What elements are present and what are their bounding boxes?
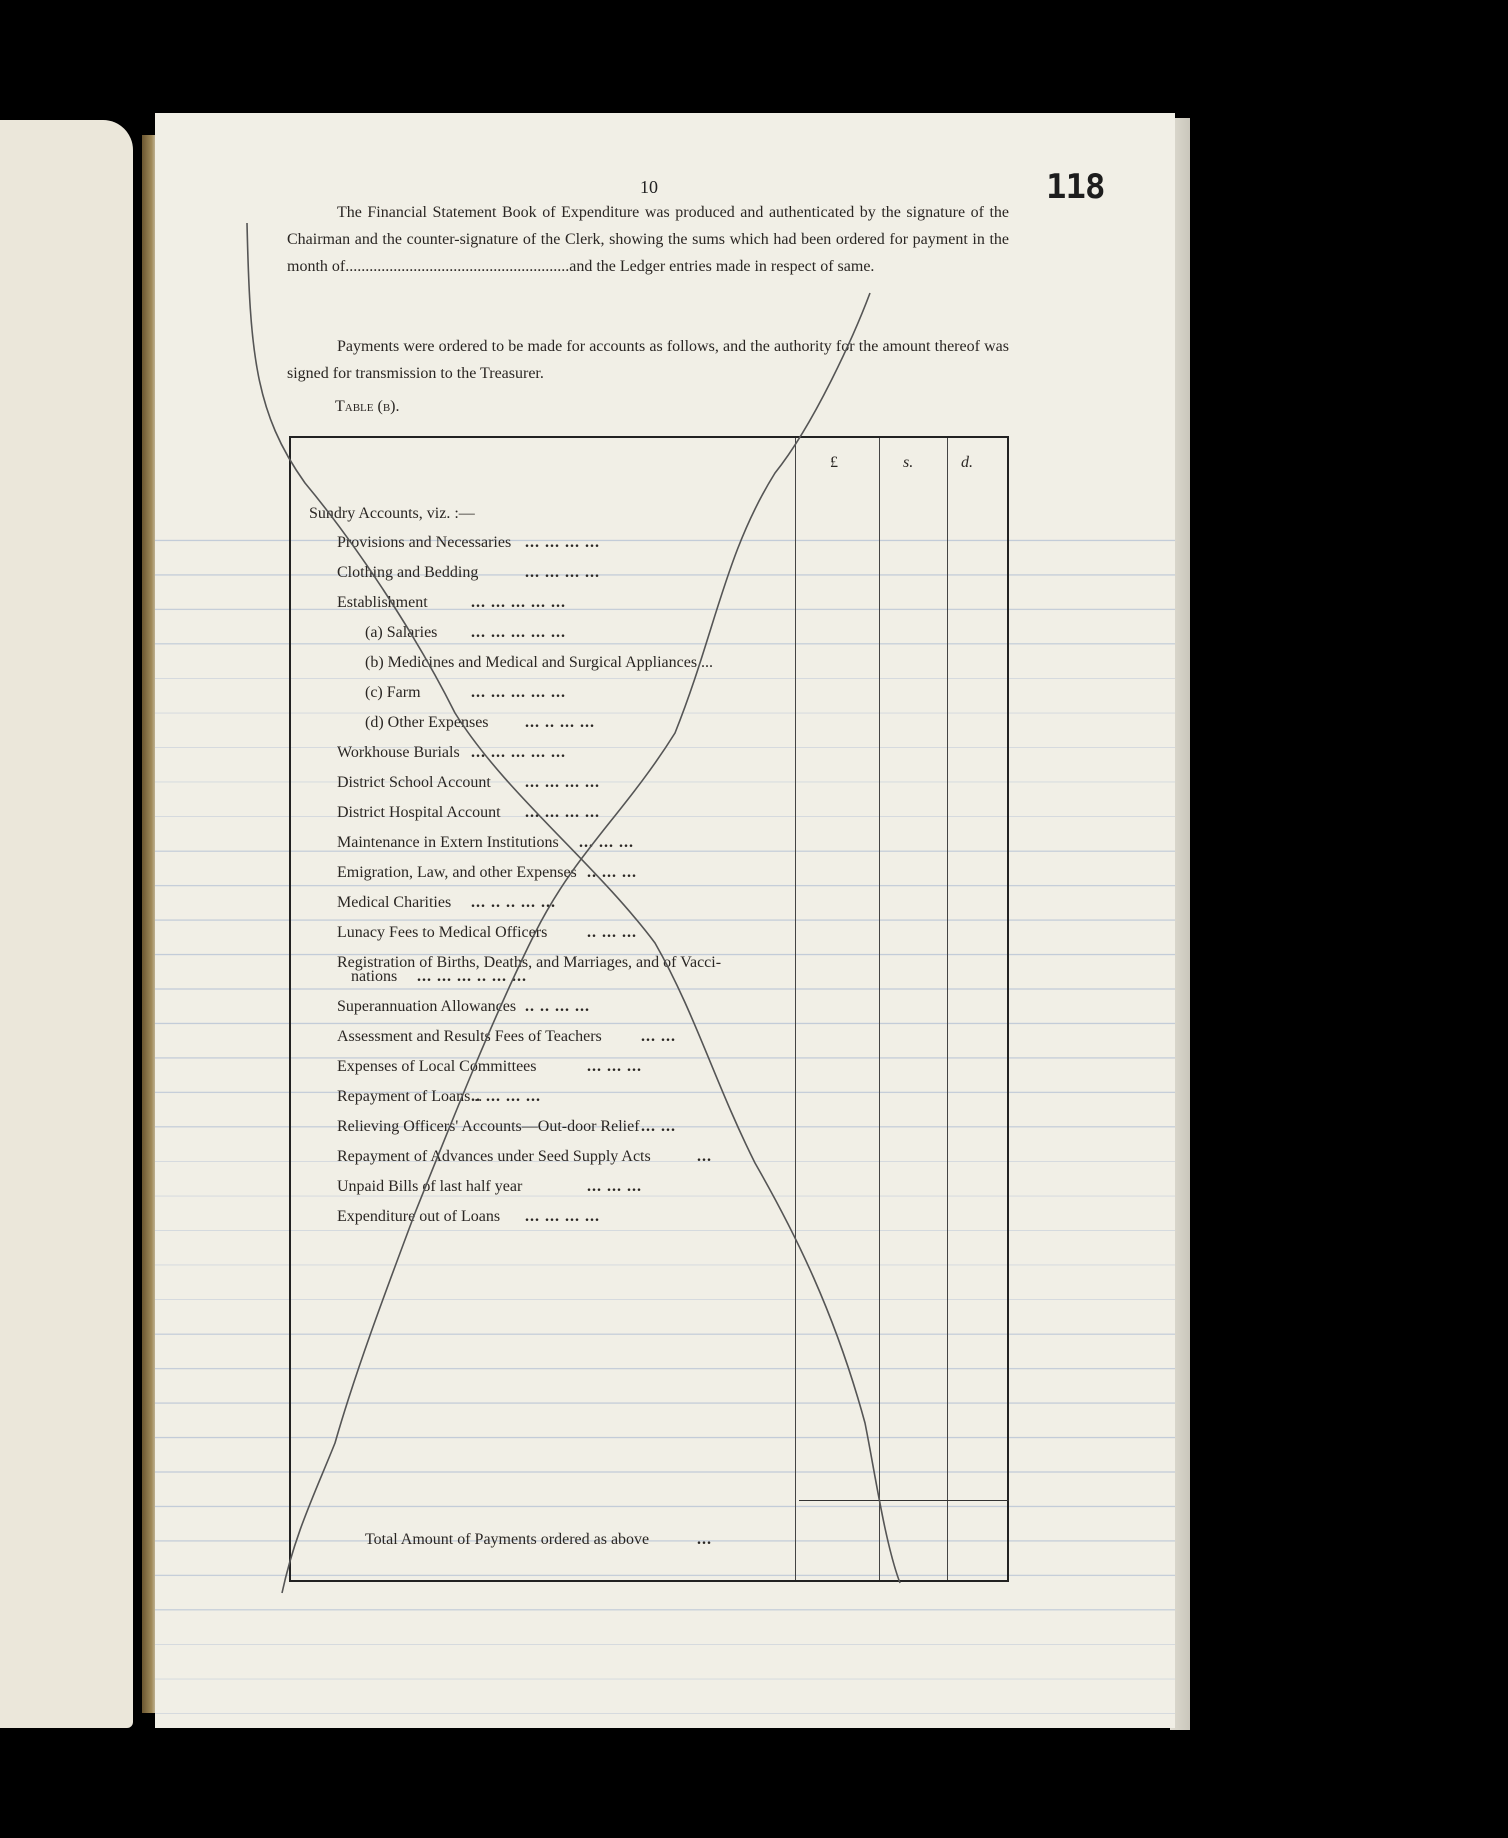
header-pence: d. (961, 454, 973, 471)
table-row-dots: ... ... (641, 1028, 676, 1045)
table-row-label: Maintenance in Extern Institutions (337, 834, 559, 851)
col-divider-pounds (795, 438, 796, 1580)
table-row-label: Repayment of Loans .. (337, 1088, 483, 1105)
table-row-label: Provisions and Necessaries (337, 534, 512, 551)
table-row-dots: .. .. ... ... (525, 998, 590, 1015)
paragraph-2-text: Payments were ordered to be made for accounts as follows, and the authority for the amount thereof was signed for transmission to the Treasurer. (287, 338, 1009, 382)
table-row-dots: ... ... ... ... (525, 804, 600, 821)
col-divider-shillings (879, 438, 880, 1580)
table-row-dots: ... ... ... ... ... (471, 744, 566, 761)
table-row-dots: .. ... ... (587, 924, 637, 941)
table-row-dots: ... ... ... (579, 834, 634, 851)
left-page (0, 120, 133, 1728)
table-row-label: Medical Charities (337, 894, 452, 911)
table-row-dots: ... ... (641, 1118, 676, 1135)
table-row-dots: ... ... ... ... (525, 534, 600, 551)
table-row-dots: ... ... ... (587, 1178, 642, 1195)
table-row-dots: ... ... ... ... ... (471, 684, 566, 701)
table-row-label: Establishment (337, 594, 428, 611)
table-row-dots: ... (697, 1148, 712, 1165)
total-label: Total Amount of Payments ordered as above (365, 1531, 650, 1548)
table-row-label: Unpaid Bills of last half year (337, 1178, 523, 1195)
stamp-number: 118 (1046, 167, 1105, 207)
table-row-label: Assessment and Results Fees of Teachers (337, 1028, 602, 1045)
ledger-page (155, 113, 1175, 1728)
table-row-label: Repayment of Advances under Seed Supply Acts (337, 1148, 651, 1165)
table-row-dots: ... .. .. ... ... (471, 894, 556, 911)
table-row-label: (a) Salaries (365, 624, 438, 641)
table-row-dots: .. ... ... (587, 864, 637, 881)
table-row-label: Relieving Officers' Accounts—Out-door Relief (337, 1118, 640, 1135)
table-row-dots: ... ... ... ... (525, 564, 600, 581)
table-row-dots: ... ... ... ... ... (471, 624, 566, 641)
table-row-label: (d) Other Expenses (365, 714, 489, 731)
table-row-dots: ... ... ... ... (525, 1208, 600, 1225)
table-row-label: Expenses of Local Committees (337, 1058, 537, 1075)
table-row-dots: ... ... ... (587, 1058, 642, 1075)
paragraph-2 (287, 333, 1009, 387)
total-rule (799, 1500, 1009, 1501)
table-row-label: District School Account (337, 774, 491, 791)
expenditure-table (289, 436, 1009, 1582)
table-row-label: Superannuation Allowances (337, 998, 517, 1015)
section-heading: Sundry Accounts, viz. :— (309, 505, 475, 522)
table-row-label: nations (351, 968, 398, 985)
table-row-dots: ... ... ... ... (525, 774, 600, 791)
table-row-label: (b) Medicines and Medical and Surgical Appliances ... (365, 654, 714, 671)
page-number: 10 (640, 177, 658, 197)
total-dots: ... (697, 1531, 712, 1548)
table-row-label: Emigration, Law, and other Expenses (337, 864, 577, 881)
table-row-label: Clothing and Bedding (337, 564, 479, 581)
table-row-label: Registration of Births, Deaths, and Marriages, and of Vacci- (337, 954, 722, 971)
table-row-label: (c) Farm (365, 684, 421, 701)
table-label: Table (b). (335, 398, 400, 415)
table-row-dots: ... ... ... ... ... (471, 594, 566, 611)
table-row-label: Workhouse Burials (337, 744, 460, 761)
table-row-label: Expenditure out of Loans (337, 1208, 501, 1225)
header-pounds: £ (830, 454, 838, 471)
table-row-label: District Hospital Account (337, 804, 501, 821)
col-divider-pence (947, 438, 948, 1580)
table-row-dots: ... ... ... .. ... ... (417, 968, 527, 985)
table-row-dots: .. ... ... ... (471, 1088, 541, 1105)
header-shillings: s. (903, 454, 914, 471)
table-row-label: Lunacy Fees to Medical Officers (337, 924, 548, 941)
paragraph-1 (287, 199, 1009, 280)
table-row-dots: ... .. ... ... (525, 714, 595, 731)
paragraph-1-text: The Financial Statement Book of Expenditure was produced and authenticated by the signature of the Chairman and the counter-signature of the Clerk, showing the sums which had been ordered for payment in the month of........................................................and the Ledger entries made in respect of same. (287, 204, 1009, 275)
